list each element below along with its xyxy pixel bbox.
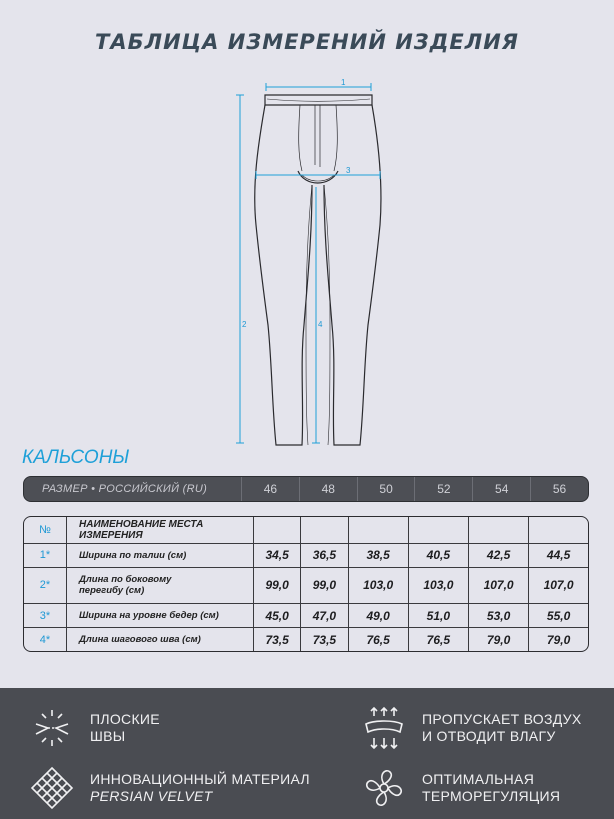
cell-value: 73,5 (254, 628, 301, 651)
cell-value: 36,5 (301, 543, 348, 567)
cell-value: 76,5 (348, 628, 408, 651)
product-name: КАЛЬСОНЫ (22, 447, 130, 468)
size-56: 56 (552, 482, 567, 496)
table-row (24, 604, 588, 628)
size-header-bar (23, 476, 589, 502)
cell-value: 103,0 (408, 567, 468, 604)
feature-material (28, 764, 310, 812)
feature-label: ПРОПУСКАЕТ ВОЗДУХ (422, 711, 582, 727)
size-48: 48 (300, 477, 358, 501)
feature-label: ИННОВАЦИОННЫЙ МАТЕРИАЛ (90, 771, 310, 787)
header-num: № (24, 517, 67, 543)
measure-label-3: 3 (346, 166, 351, 175)
page-title: ТАБЛИЦА ИЗМЕРЕНИЙ ИЗДЕЛИЯ (95, 30, 519, 54)
cell-value: 107,0 (529, 567, 588, 604)
cell-value: 47,0 (301, 604, 348, 628)
feature-label: ТЕРМОРЕГУЛЯЦИЯ (422, 788, 561, 804)
row-name: Длина шагового шва (см) (67, 628, 254, 651)
feature-label: ПЛОСКИЕ (90, 711, 160, 727)
size-54: 54 (473, 477, 531, 501)
table-row (24, 543, 588, 567)
cell-value: 38,5 (348, 543, 408, 567)
table-header-row (24, 517, 588, 543)
feature-thermoregulation (360, 764, 560, 812)
feature-flat-seams (28, 704, 160, 752)
measure-label-2: 2 (242, 320, 247, 329)
fabric-weave-icon (28, 764, 76, 812)
cell-value: 99,0 (301, 567, 348, 604)
cell-value: 40,5 (408, 543, 468, 567)
row-name: Ширина по талии (см) (67, 543, 254, 567)
feature-label: И ОТВОДИТ ВЛАГУ (422, 728, 556, 744)
row-num: 3* (24, 604, 67, 628)
garment-diagram (220, 75, 400, 450)
size-52: 52 (415, 477, 473, 501)
size-50: 50 (358, 477, 416, 501)
features-footer (0, 688, 614, 819)
feature-label: PERSIAN VELVET (90, 788, 213, 804)
cell-value: 103,0 (348, 567, 408, 604)
cell-value: 51,0 (408, 604, 468, 628)
size-46: 46 (242, 477, 300, 501)
cell-value: 34,5 (254, 543, 301, 567)
cell-value: 55,0 (529, 604, 588, 628)
measurement-table (23, 516, 589, 652)
cell-value: 44,5 (529, 543, 588, 567)
table-row (24, 628, 588, 651)
row-name: Ширина на уровне бедер (см) (67, 604, 254, 628)
thermo-fan-icon (360, 764, 408, 812)
cell-value: 99,0 (254, 567, 301, 604)
breathable-icon (360, 704, 408, 752)
row-num: 4* (24, 628, 67, 651)
cell-value: 49,0 (348, 604, 408, 628)
header-name: НАИМЕНОВАНИЕ МЕСТА ИЗМЕРЕНИЯ (67, 517, 254, 543)
cell-value: 76,5 (408, 628, 468, 651)
row-num: 2* (24, 567, 67, 604)
table-row (24, 567, 588, 604)
cell-value: 73,5 (301, 628, 348, 651)
flat-seams-icon (28, 704, 76, 752)
cell-value: 42,5 (468, 543, 528, 567)
row-num: 1* (24, 543, 67, 567)
cell-value: 79,0 (468, 628, 528, 651)
measure-label-4: 4 (318, 320, 323, 329)
cell-value: 107,0 (468, 567, 528, 604)
measure-label-1: 1 (341, 78, 346, 87)
cell-value: 45,0 (254, 604, 301, 628)
feature-breathable (360, 704, 582, 752)
feature-label: ОПТИМАЛЬНАЯ (422, 771, 535, 787)
cell-value: 53,0 (468, 604, 528, 628)
row-name: Длина по боковому перегибу (см) (67, 567, 254, 604)
cell-value: 79,0 (529, 628, 588, 651)
feature-label: ШВЫ (90, 728, 126, 744)
size-header-label: РАЗМЕР • РОССИЙСКИЙ (RU) (24, 477, 242, 501)
